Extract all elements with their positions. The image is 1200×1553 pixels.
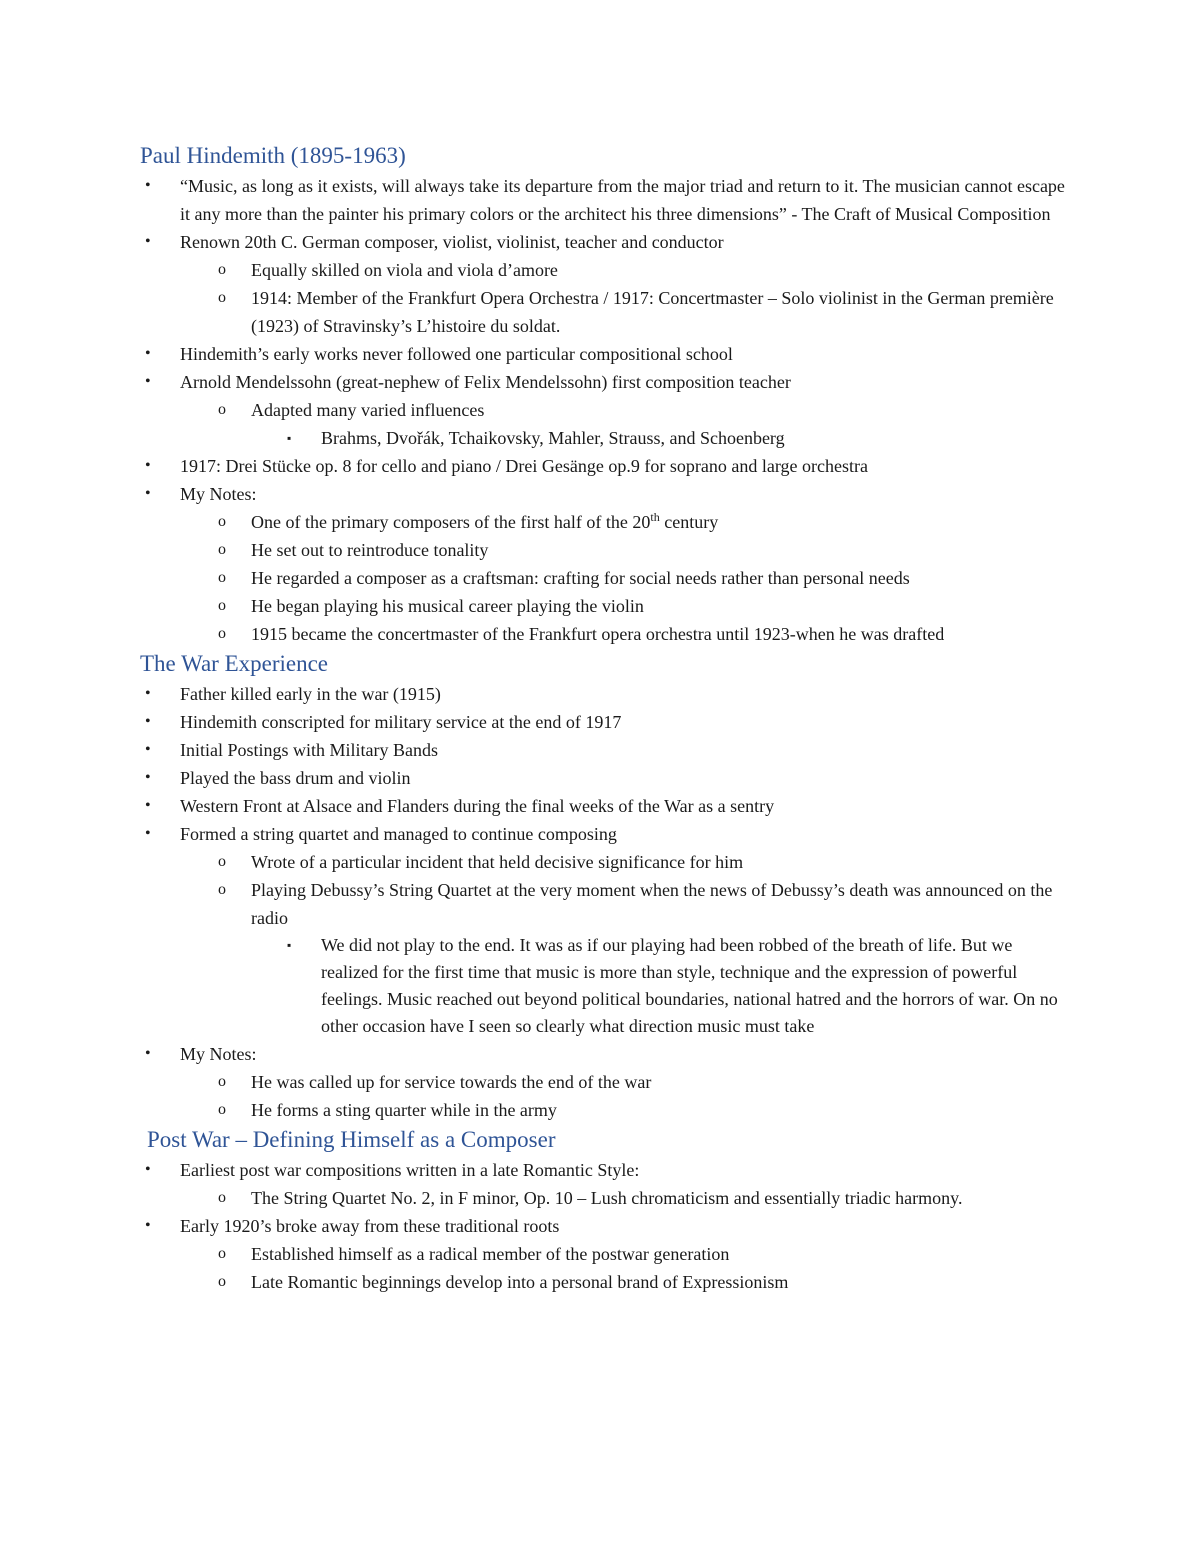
bullet-marker: o [218,1073,226,1090]
bullet-marker: • [145,685,151,702]
bullet-marker: • [145,1045,151,1062]
list-item: • My Notes: [140,1040,1070,1068]
bullet-marker: o [218,597,226,614]
list-item: • Western Front at Alsace and Flanders during the final weeks of the War as a sentry [140,792,1070,820]
bullet-marker: o [218,401,226,418]
list-item: • Father killed early in the war (1915) [140,680,1070,708]
bullet-marker: o [218,1245,226,1262]
list-item: o One of the primary composers of the first half of the 20th century [140,508,1070,536]
bullet-marker: ▪ [287,431,292,445]
bullet-marker: • [145,1217,151,1234]
list-item: o The String Quartet No. 2, in F minor, Op. 10 – Lush chromaticism and essentially triadic harmony. [140,1184,1070,1212]
list-item: o Adapted many varied influences [140,396,1070,424]
list-item: o He began playing his musical career playing the violin [140,592,1070,620]
list-item: • Early 1920’s broke away from these traditional roots [140,1212,1070,1240]
bullet-marker: o [218,1189,226,1206]
list-item: o 1914: Member of the Frankfurt Opera Orchestra / 1917: Concertmaster – Solo violinist in the German première (1923) of Stravinsky’s L’histoire du soldat. [140,284,1070,340]
list-item: o Established himself as a radical member of the postwar generation [140,1240,1070,1268]
list-item: • Hindemith’s early works never followed one particular compositional school [140,340,1070,368]
bullet-marker: o [218,625,226,642]
bullet-marker: o [218,289,226,306]
bullet-marker: • [145,769,151,786]
list-item: • 1917: Drei Stücke op. 8 for cello and piano / Drei Gesänge op.9 for soprano and large orchestra [140,452,1070,480]
list-item: • My Notes: [140,480,1070,508]
list-item: ▪ Brahms, Dvořák, Tchaikovsky, Mahler, Strauss, and Schoenberg [140,424,1070,452]
list-item: • Earliest post war compositions written in a late Romantic Style: [140,1156,1070,1184]
list-item: ▪ We did not play to the end. It was as if our playing had been robbed of the breath of life. But we realized for the first time that music is more than style, technique and the expression of powerful feelings. Music reached out beyond political boundaries, national hatred and the horrors of war. On no other occasion have I seen so clearly what direction music must take [140,932,1070,1040]
bullet-marker: • [145,373,151,390]
list-item: • Initial Postings with Military Bands [140,736,1070,764]
list-item: o Playing Debussy’s String Quartet at the very moment when the news of Debussy’s death was announced on the radio [140,876,1070,932]
section-heading: Post War – Defining Himself as a Composer [147,1127,556,1152]
list-item: o 1915 became the concertmaster of the Frankfurt opera orchestra until 1923-when he was drafted [140,620,1070,648]
bullet-list [140,680,1070,1124]
list-item: • Renown 20th C. German composer, violist, violinist, teacher and conductor [140,228,1070,256]
bullet-marker: ▪ [287,938,292,952]
bullet-marker: • [145,345,151,362]
list-item: • “Music, as long as it exists, will always take its departure from the major triad and return to it. The musician cannot escape it any more than the painter his primary colors or the architect his three dimensions” - The Craft of Musical Composition [140,172,1070,228]
bullet-marker: o [218,1273,226,1290]
bullet-marker: • [145,457,151,474]
bullet-marker: o [218,261,226,278]
bullet-marker: o [218,569,226,586]
bullet-marker: o [218,513,226,530]
list-item: • Formed a string quartet and managed to continue composing [140,820,1070,848]
list-item: • Arnold Mendelssohn (great-nephew of Felix Mendelssohn) first composition teacher [140,368,1070,396]
list-item: o He forms a sting quarter while in the army [140,1096,1070,1124]
bullet-marker: • [145,233,151,250]
list-item: o Late Romantic beginnings develop into a personal brand of Expressionism [140,1268,1070,1296]
list-item: o He was called up for service towards the end of the war [140,1068,1070,1096]
list-item: • Hindemith conscripted for military service at the end of 1917 [140,708,1070,736]
bullet-list [140,172,1070,648]
bullet-marker: • [145,177,151,194]
bullet-marker: o [218,853,226,870]
bullet-marker: • [145,485,151,502]
document-content [140,140,1070,1296]
list-item: o Wrote of a particular incident that held decisive significance for him [140,848,1070,876]
list-item: o He regarded a composer as a craftsman: crafting for social needs rather than personal needs [140,564,1070,592]
list-item: • Played the bass drum and violin [140,764,1070,792]
list-item: o Equally skilled on viola and viola d’amore [140,256,1070,284]
bullet-marker: • [145,741,151,758]
bullet-marker: o [218,1101,226,1118]
bullet-marker: o [218,541,226,558]
section-heading: The War Experience [140,651,329,676]
bullet-marker: • [145,797,151,814]
bullet-marker: o [218,881,226,898]
bullet-marker: • [145,825,151,842]
section-heading: Paul Hindemith (1895-1963) [140,143,406,168]
list-item: o He set out to reintroduce tonality [140,536,1070,564]
bullet-marker: • [145,713,151,730]
bullet-list [140,1156,1070,1296]
bullet-marker: • [145,1161,151,1178]
